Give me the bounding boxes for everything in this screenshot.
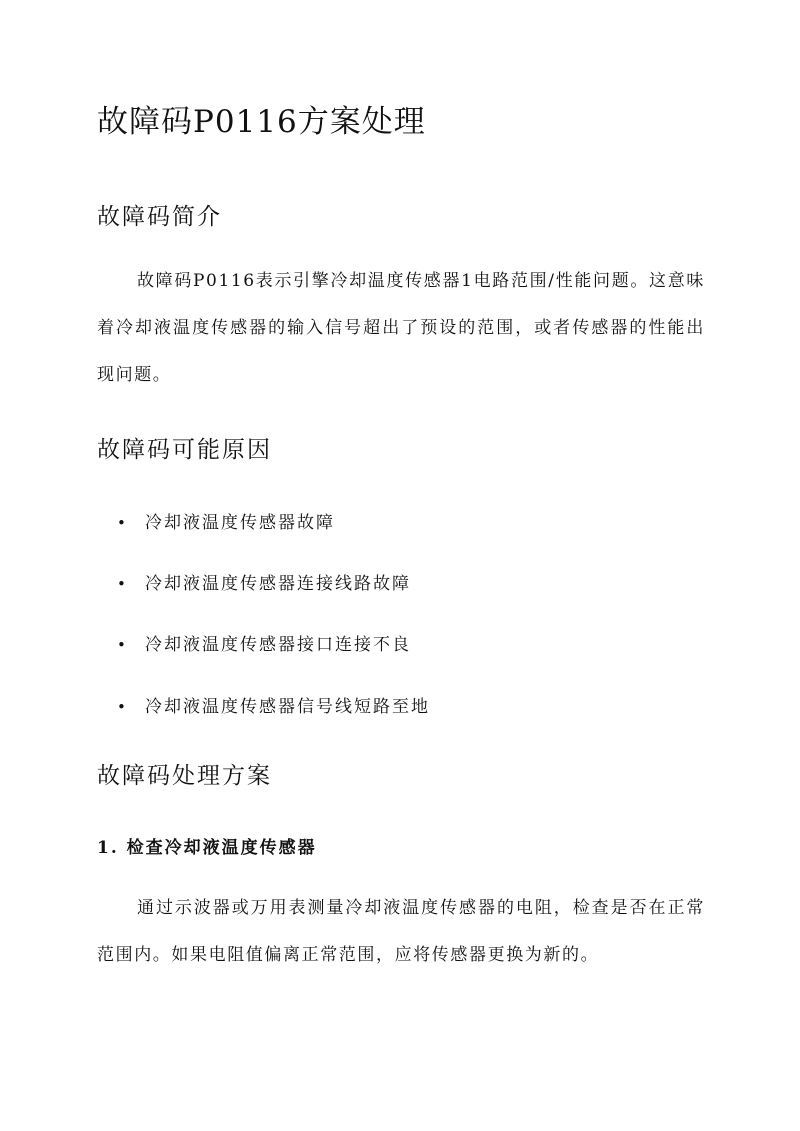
list-item-text: 冷却液温度传感器故障 (145, 513, 335, 533)
bullet-icon: • (117, 636, 128, 654)
bullet-icon: • (117, 575, 128, 593)
bullet-icon: • (117, 514, 128, 532)
step-heading-1: 1. 检查冷却液温度传感器 (97, 838, 317, 858)
list-item (117, 692, 430, 717)
list-item (117, 508, 335, 533)
intro-paragraph: 故障码P0116表示引擎冷却温度传感器1电路范围/性能问题。这意味着冷却液温度传感器的输入信号超出了预设的范围，或者传感器的性能出现问题。 (97, 271, 705, 385)
list-item-text: 冷却液温度传感器连接线路故障 (145, 574, 411, 594)
section-heading-causes: 故障码可能原因 (97, 437, 272, 463)
document-title: 故障码P0116方案处理 (97, 104, 426, 140)
list-item (117, 569, 411, 594)
section-heading-solution: 故障码处理方案 (97, 763, 272, 789)
list-item (117, 630, 411, 655)
section-heading-intro: 故障码简介 (97, 204, 222, 230)
list-item-text: 冷却液温度传感器信号线短路至地 (145, 697, 430, 717)
list-item-text: 冷却液温度传感器接口连接不良 (145, 635, 411, 655)
step-1-paragraph: 通过示波器或万用表测量冷却液温度传感器的电阻，检查是否在正常范围内。如果电阻值偏离正常范围，应将传感器更换为新的。 (97, 898, 705, 965)
bullet-icon: • (117, 698, 128, 716)
